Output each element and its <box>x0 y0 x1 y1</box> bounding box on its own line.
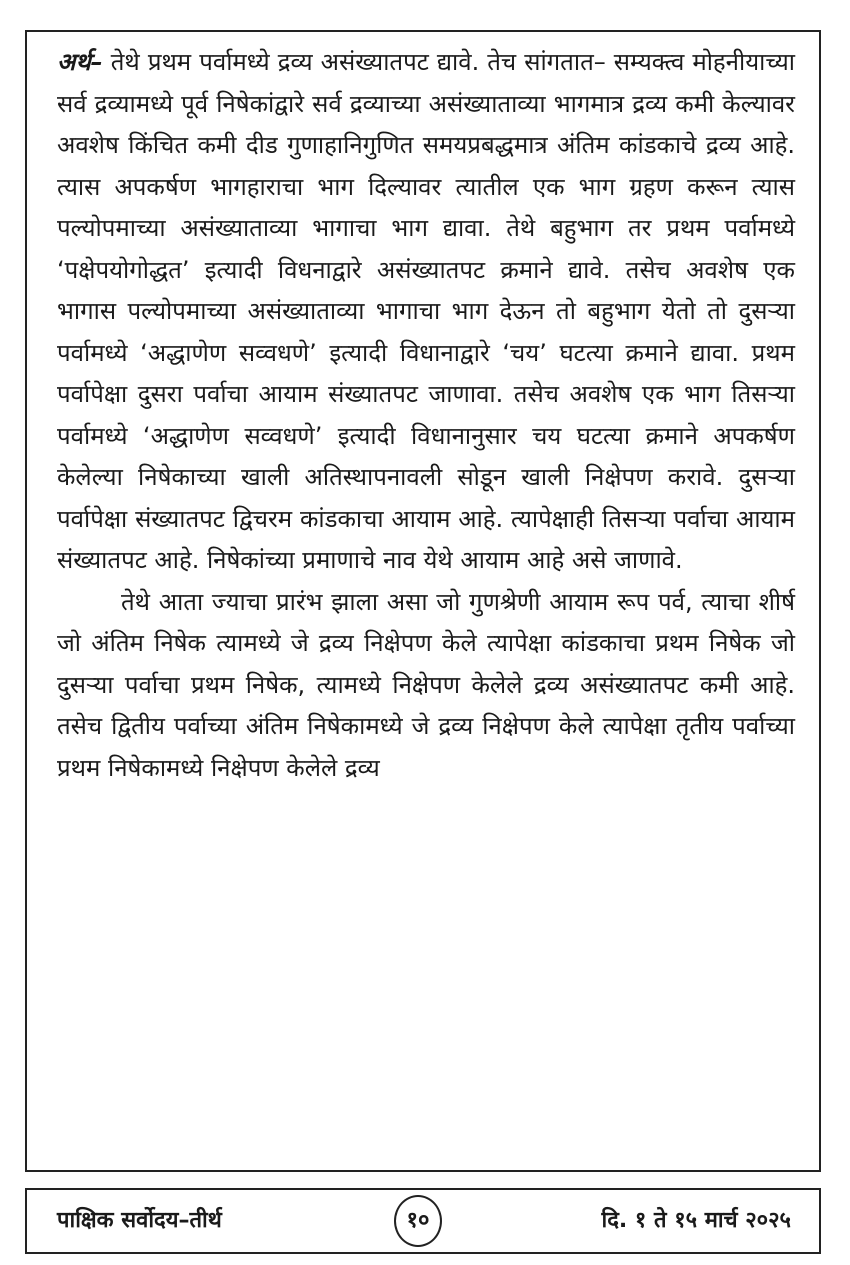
article-body <box>57 42 795 789</box>
page-number-badge: १० <box>394 1195 442 1247</box>
content-frame <box>25 30 821 1172</box>
page-footer <box>25 1188 821 1254</box>
paragraph-1-text: तेथे प्रथम पर्वामध्ये द्रव्य असंख्यातपट द्यावे. तेच सांगतात– सम्यक्त्व मोहनीयाच्या सर्व द्रव्यामध्ये पूर्व निषेकांद्वारे सर्व द्रव्याच्या असंख्याताव्या भागमात्र द्रव्य कमी केल्यावर अवशेष किंचित कमी दीड गुणाहानिगुणित समयप्रबद्धमात्र अंतिम कांडकाचे द्रव्य आहे. त्यास अपकर्षण भागहाराचा भाग दिल्यावर त्यातील एक भाग ग्रहण करून त्यास पल्योपमाच्या असंख्याताव्या भागाचा भाग द्यावा. तेथे बहुभाग तर प्रथम पर्वामध्ये ‘पक्षेपयोगोद्धत’ इत्यादी विधनाद्वारे असंख्यातपट क्रमाने द्यावे. तसेच अवशेष एक भागास पल्योपमाच्या असंख्याताव्या भागाचा भाग देऊन तो बहुभाग येतो तो दुसऱ्या पर्वामध्ये ‘अद्धाणेण सव्वधणे’ इत्यादी विधानाद्वारे ‘चय’ घटत्या क्रमाने द्यावा. प्रथम पर्वापेक्षा दुसरा पर्वाचा आयाम संख्यातपट जाणावा. तसेच अवशेष एक भाग तिसऱ्या पर्वामध्ये ‘अद्धाणेण सव्वधणे’ इत्यादी विधानानुसार चय घटत्या क्रमाने अपकर्षण केलेल्या निषेकाच्या खाली अतिस्थापनावली सोडून खाली निक्षेपण करावे. दुसऱ्या पर्वापेक्षा संख्यातपट द्विचरम कांडकाचा आयाम आहे. त्यापेक्षाही तिसऱ्या पर्वाचा आयाम संख्यातपट आहे. निषेकांच्या प्रमाणाचे नाव येथे आयाम आहे असे जाणावे. <box>57 48 795 574</box>
publication-name: पाक्षिक सर्वोदय–तीर्थ <box>57 1208 222 1233</box>
issue-date: दि. १ ते १५ मार्च २०२५ <box>601 1208 791 1233</box>
paragraph-2: तेथे आता ज्याचा प्रारंभ झाला असा जो गुणश्रेणी आयाम रूप पर्व, त्याचा शीर्ष जो अंतिम निषेक त्यामध्ये जे द्रव्य निक्षेपण केले त्यापेक्षा कांडकाचा प्रथम निषेक जो दुसऱ्या पर्वाचा प्रथम निषेक, त्यामध्ये निक्षेपण केलेले द्रव्य असंख्यातपट कमी आहे. तसेच द्वितीय पर्वाच्या अंतिम निषेकामध्ये जे द्रव्य निक्षेपण केले त्यापेक्षा तृतीय पर्वाच्या प्रथम निषेकामध्ये निक्षेपण केलेले द्रव्य <box>57 587 795 782</box>
paragraph-1 <box>57 42 795 582</box>
lead-term: अर्थ– <box>57 48 103 76</box>
